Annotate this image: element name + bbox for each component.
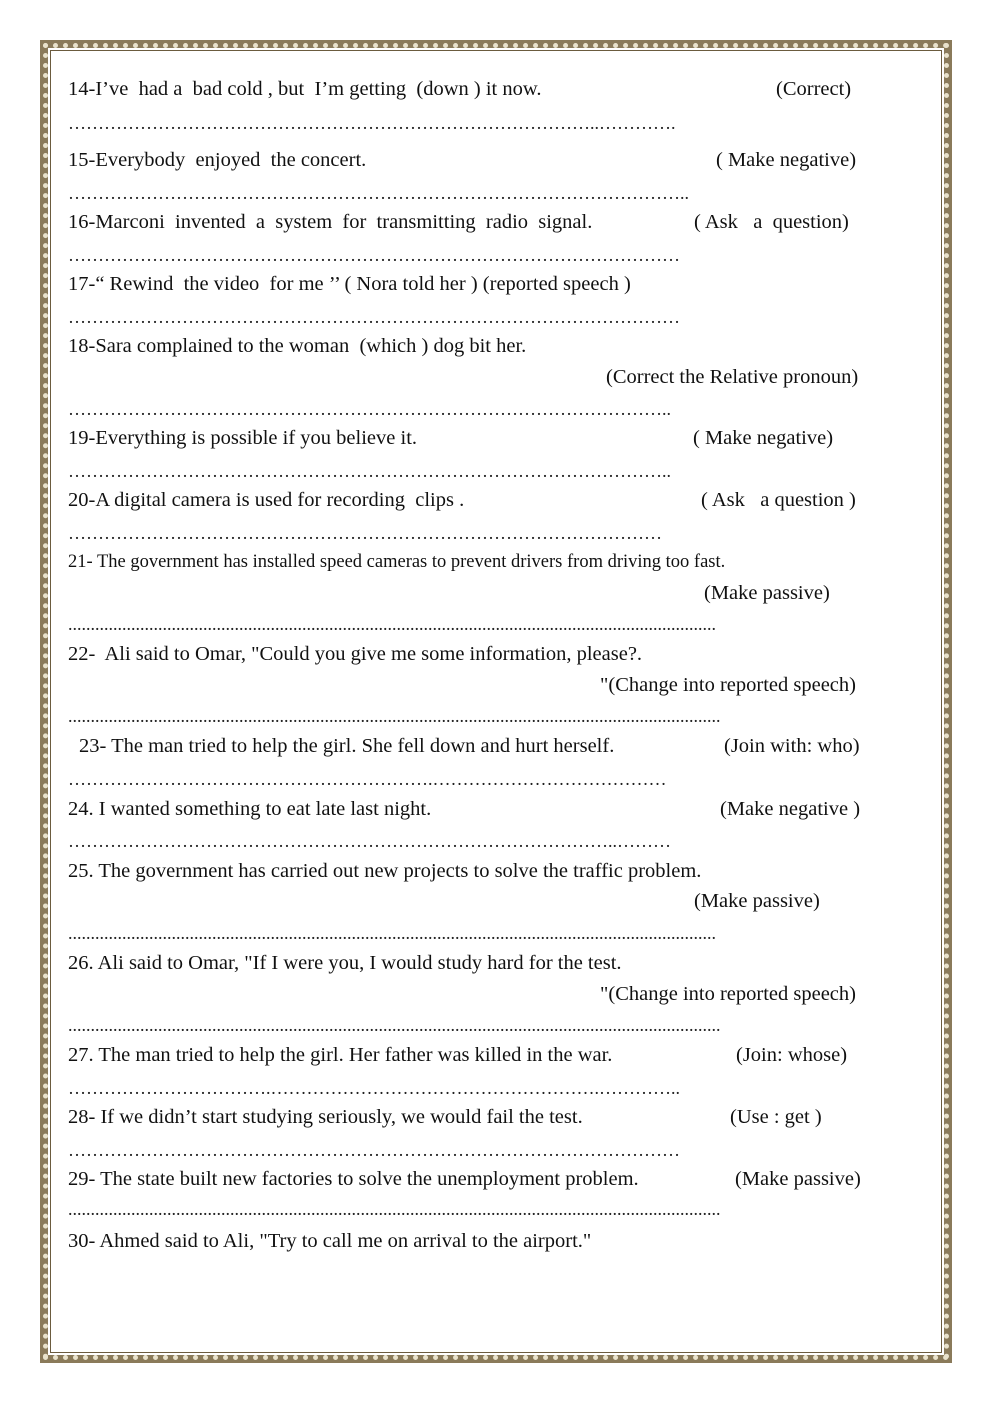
question-text: 30- Ahmed said to Ali, "Try to call me on arrival to the airport.": [68, 1230, 592, 1252]
question-text: 29- The state built new factories to solve the unemployment problem.: [68, 1168, 639, 1190]
question-text: 23- The man tried to help the girl. She fell down and hurt herself.: [79, 735, 615, 757]
question-text: 28- If we didn’t start studying seriously, we would fail the test.: [68, 1106, 583, 1128]
question-text: 25. The government has carried out new projects to solve the traffic problem.: [68, 860, 702, 882]
answer-line[interactable]: ………………………………………………………………………………..………: [68, 831, 671, 851]
answer-line[interactable]: ……………………………………………………………………………..………….: [68, 113, 676, 133]
question-text: 14-I’ve had a bad cold , but I’m getting (down ) it now.: [68, 78, 542, 100]
answer-line[interactable]: ………………………………………………………………………………………: [68, 523, 662, 543]
question-text: 24. I wanted something to eat late last night.: [68, 798, 432, 820]
answer-line[interactable]: ………………………………………………………………………………………..: [68, 399, 671, 419]
question-instruction: (Correct the Relative pronoun): [606, 366, 859, 388]
question-text: 19-Everything is possible if you believe it.: [68, 427, 418, 449]
answer-line[interactable]: ………………………………………………………………………………………..: [68, 461, 671, 481]
question-text: 21- The government has installed speed cameras to prevent drivers from driving too fast.: [68, 552, 726, 572]
question-text: 27. The man tried to help the girl. Her father was killed in the war.: [68, 1044, 613, 1066]
answer-line[interactable]: …………………………………………………………………………………………: [68, 245, 680, 265]
question-instruction: (Make passive): [704, 582, 830, 604]
question-text: 17-“ Rewind the video for me ’’ ( Nora told her ) (reported speech ): [68, 273, 631, 295]
answer-line[interactable]: …………………………………………………….…………………………………: [68, 769, 667, 789]
answer-line[interactable]: …………………………………………………………………………………………..: [68, 183, 689, 203]
question-text: 15-Everybody enjoyed the concert.: [68, 149, 367, 171]
question-instruction: ( Ask a question ): [701, 489, 856, 511]
question-instruction: ( Make negative): [716, 149, 857, 171]
question-instruction: (Correct): [776, 78, 852, 100]
question-text: 18-Sara complained to the woman (which ) dog bit her.: [68, 335, 527, 357]
question-text: 22- Ali said to Omar, "Could you give me some information, please?.: [68, 643, 643, 665]
answer-line[interactable]: …………………………………………………………………………………………: [68, 1140, 680, 1160]
question-instruction: (Make passive): [694, 890, 820, 912]
question-instruction: ( Make negative): [693, 427, 834, 449]
question-text: 26. Ali said to Omar, "If I were you, I would study hard for the test.: [68, 952, 622, 974]
question-instruction: "(Change into reported speech): [600, 983, 856, 1005]
question-instruction: ( Ask a question): [694, 211, 849, 233]
answer-line[interactable]: .................................................................................................................................................: [68, 1015, 721, 1035]
answer-line[interactable]: .................................................................................................................................................: [68, 1199, 721, 1219]
answer-line[interactable]: …………………………….……………………………………………….…………..: [68, 1078, 680, 1098]
answer-line[interactable]: .................................................................................................................................................: [68, 706, 721, 726]
question-instruction: (Make negative ): [720, 798, 861, 820]
answer-line[interactable]: ................................................................................................................................................: [68, 614, 716, 634]
question-instruction: "(Change into reported speech): [600, 674, 856, 696]
question-instruction: (Join with: who): [724, 735, 860, 757]
answer-line[interactable]: …………………………………………………………………………………………: [68, 307, 680, 327]
question-instruction: (Use : get ): [730, 1106, 822, 1128]
answer-line[interactable]: ................................................................................................................................................: [68, 923, 716, 943]
question-text: 20-A digital camera is used for recording clips .: [68, 489, 465, 511]
question-instruction: (Join: whose): [736, 1044, 848, 1066]
question-text: 16-Marconi invented a system for transmitting radio signal.: [68, 211, 593, 233]
question-instruction: (Make passive): [735, 1168, 861, 1190]
